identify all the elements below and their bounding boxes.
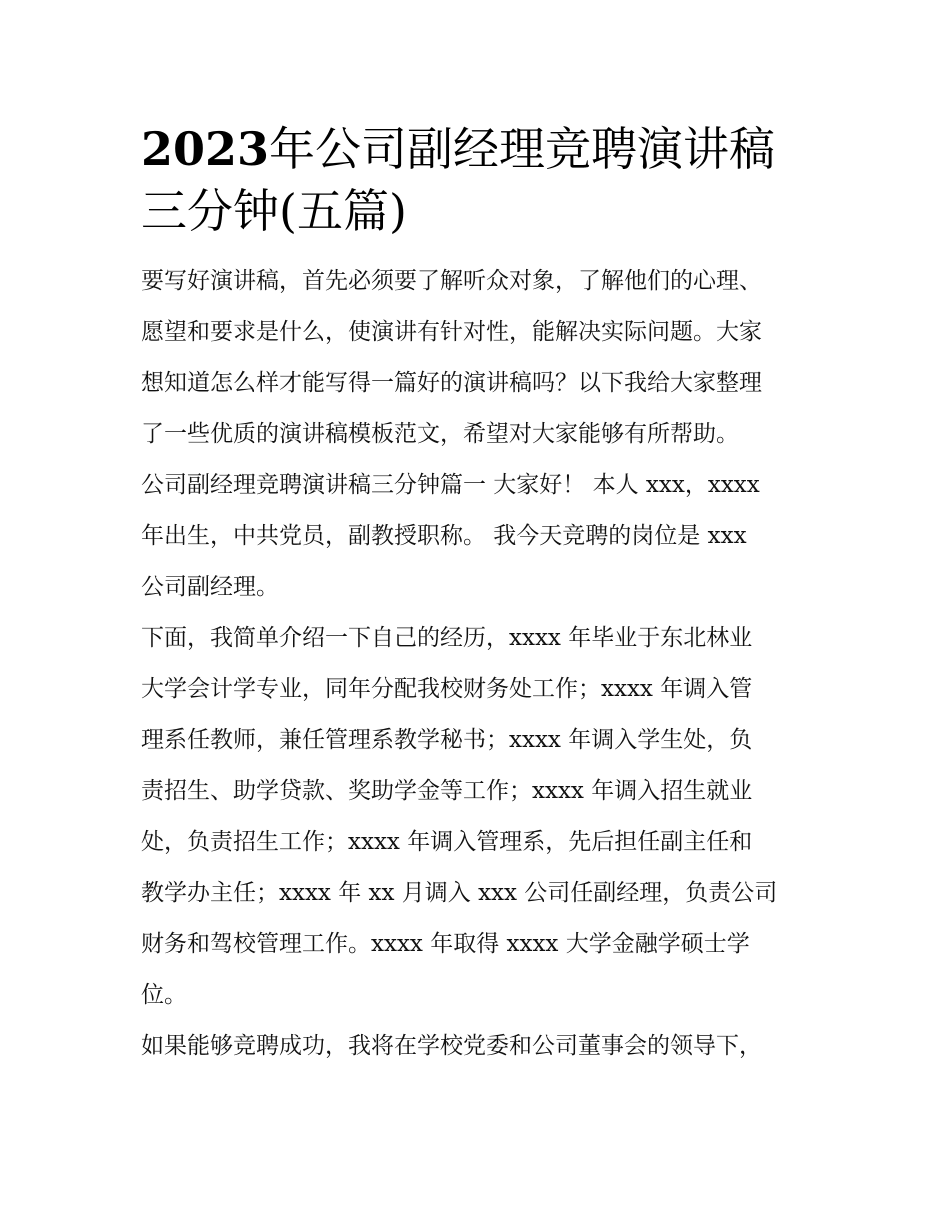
title-line [141, 180, 813, 242]
text-line: 公司副经理。 [141, 574, 279, 600]
text-line: 下面，我简单介绍一下自己的经历，xxxx 年毕业于东北林业 [141, 625, 753, 651]
document-body [141, 256, 813, 1072]
paragraph-plan [141, 1021, 813, 1072]
paragraph-self-intro [141, 460, 813, 613]
text-line: 公司副经理竞聘演讲稿三分钟篇一 大家好！ 本人 xxx，xxxx [141, 472, 760, 498]
text-line: 教学办主任；xxxx 年 xx 月调入 xxx 公司任副经理，负责公司 [141, 880, 778, 906]
text-line: 愿望和要求是什么，使演讲有针对性，能解决实际问题。大家 [141, 319, 762, 345]
paragraph-experience [141, 613, 813, 1021]
document-content [141, 118, 813, 1072]
title-text: 三分钟(五篇) [141, 184, 407, 238]
title-year: 2023 [141, 122, 270, 176]
text-line: 责招生、助学贷款、奖助学金等工作；xxxx 年调入招生就业 [141, 778, 753, 804]
text-line: 年出生，中共党员，副教授职称。 我今天竞聘的岗位是 xxx [141, 523, 747, 549]
text-line: 理系任教师，兼任管理系教学秘书；xxxx 年调入学生处，负 [141, 727, 753, 753]
text-line: 了一些优质的演讲稿模板范文，希望对大家能够有所帮助。 [141, 421, 739, 447]
text-line: 位。 [141, 982, 187, 1008]
paragraph-intro [141, 256, 813, 460]
title-text: 年公司副经理竞聘演讲稿 [269, 122, 776, 176]
text-line: 财务和驾校管理工作。xxxx 年取得 xxxx 大学金融学硕士学 [141, 931, 750, 957]
text-line: 要写好演讲稿，首先必须要了解听众对象，了解他们的心理、 [141, 268, 762, 294]
text-line: 大学会计学专业，同年分配我校财务处工作；xxxx 年调入管 [141, 676, 753, 702]
document-title [141, 118, 813, 242]
title-line [141, 118, 813, 180]
text-line: 处，负责招生工作；xxxx 年调入管理系，先后担任副主任和 [141, 829, 753, 855]
text-line: 想知道怎么样才能写得一篇好的演讲稿吗？以下我给大家整理 [141, 370, 762, 396]
text-line: 如果能够竞聘成功，我将在学校党委和公司董事会的领导下， [141, 1033, 762, 1059]
